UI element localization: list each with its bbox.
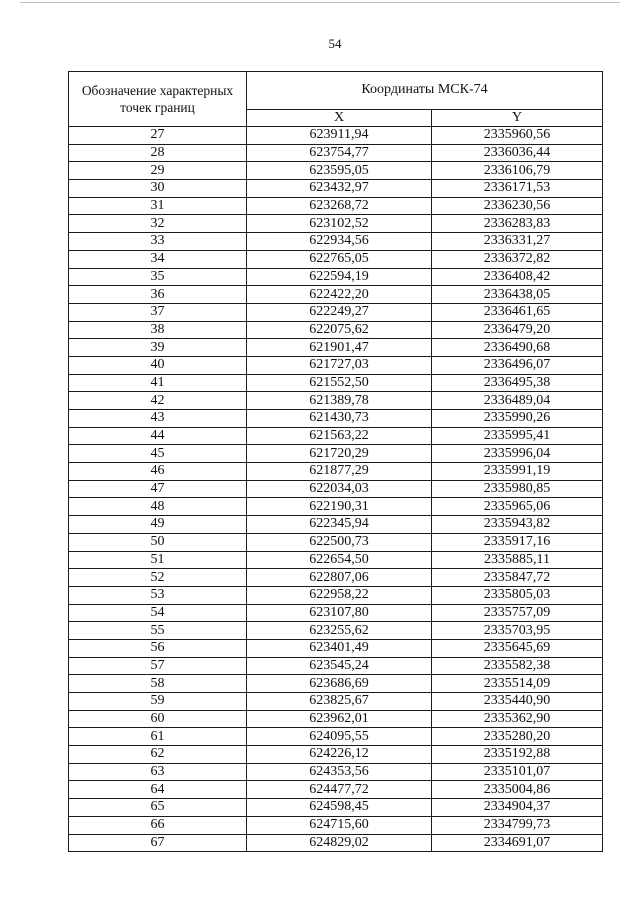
table-row bbox=[69, 197, 603, 215]
table-row bbox=[69, 127, 603, 145]
table-row bbox=[69, 427, 603, 445]
x-coordinate-cell: 623107,80 bbox=[247, 604, 432, 622]
y-coordinate-cell: 2336171,53 bbox=[432, 180, 603, 198]
y-coordinate-cell: 2336461,65 bbox=[432, 303, 603, 321]
point-cell: 48 bbox=[69, 498, 247, 516]
x-coordinate-cell: 622594,19 bbox=[247, 268, 432, 286]
y-coordinate-cell: 2335582,38 bbox=[432, 657, 603, 675]
table-row bbox=[69, 781, 603, 799]
table-row bbox=[69, 569, 603, 587]
table-row bbox=[69, 321, 603, 339]
table-body bbox=[69, 127, 603, 852]
point-cell: 33 bbox=[69, 233, 247, 251]
table-row bbox=[69, 268, 603, 286]
table-row bbox=[69, 233, 603, 251]
table-row bbox=[69, 445, 603, 463]
y-coordinate-cell: 2336408,42 bbox=[432, 268, 603, 286]
point-cell: 40 bbox=[69, 356, 247, 374]
top-border-line bbox=[20, 2, 620, 3]
x-coordinate-cell: 623962,01 bbox=[247, 710, 432, 728]
point-cell: 38 bbox=[69, 321, 247, 339]
table-row bbox=[69, 816, 603, 834]
x-coordinate-cell: 621727,03 bbox=[247, 356, 432, 374]
y-coordinate-cell: 2336230,56 bbox=[432, 197, 603, 215]
table-row bbox=[69, 410, 603, 428]
point-cell: 53 bbox=[69, 586, 247, 604]
x-coordinate-cell: 623595,05 bbox=[247, 162, 432, 180]
table-row bbox=[69, 374, 603, 392]
x-coordinate-cell: 621389,78 bbox=[247, 392, 432, 410]
x-coordinate-cell: 621901,47 bbox=[247, 339, 432, 357]
x-coordinate-cell: 622345,94 bbox=[247, 516, 432, 534]
table-row bbox=[69, 675, 603, 693]
table-header-row bbox=[69, 72, 603, 110]
y-coordinate-cell: 2335805,03 bbox=[432, 586, 603, 604]
point-cell: 61 bbox=[69, 728, 247, 746]
point-cell: 64 bbox=[69, 781, 247, 799]
point-cell: 52 bbox=[69, 569, 247, 587]
y-column-header: Y bbox=[432, 109, 603, 126]
point-cell: 54 bbox=[69, 604, 247, 622]
x-coordinate-cell: 622075,62 bbox=[247, 321, 432, 339]
point-cell: 57 bbox=[69, 657, 247, 675]
point-cell: 29 bbox=[69, 162, 247, 180]
x-coordinate-cell: 621430,73 bbox=[247, 410, 432, 428]
y-coordinate-cell: 2335917,16 bbox=[432, 533, 603, 551]
y-coordinate-cell: 2336106,79 bbox=[432, 162, 603, 180]
x-coordinate-cell: 623432,97 bbox=[247, 180, 432, 198]
y-coordinate-cell: 2336479,20 bbox=[432, 321, 603, 339]
point-cell: 63 bbox=[69, 763, 247, 781]
y-coordinate-cell: 2335645,69 bbox=[432, 639, 603, 657]
point-cell: 39 bbox=[69, 339, 247, 357]
point-cell: 32 bbox=[69, 215, 247, 233]
x-coordinate-cell: 622934,56 bbox=[247, 233, 432, 251]
table-row bbox=[69, 693, 603, 711]
table-row bbox=[69, 480, 603, 498]
page-number: 54 bbox=[328, 36, 342, 51]
x-coordinate-cell: 622034,03 bbox=[247, 480, 432, 498]
x-coordinate-cell: 623401,49 bbox=[247, 639, 432, 657]
y-coordinate-cell: 2335192,88 bbox=[432, 746, 603, 764]
y-coordinate-cell: 2336372,82 bbox=[432, 250, 603, 268]
x-coordinate-cell: 624226,12 bbox=[247, 746, 432, 764]
table-row bbox=[69, 746, 603, 764]
table-row bbox=[69, 834, 603, 852]
x-coordinate-cell: 624477,72 bbox=[247, 781, 432, 799]
point-cell: 62 bbox=[69, 746, 247, 764]
y-coordinate-cell: 2335280,20 bbox=[432, 728, 603, 746]
point-cell: 43 bbox=[69, 410, 247, 428]
y-coordinate-cell: 2335996,04 bbox=[432, 445, 603, 463]
point-cell: 31 bbox=[69, 197, 247, 215]
x-coordinate-cell: 623911,94 bbox=[247, 127, 432, 145]
point-cell: 51 bbox=[69, 551, 247, 569]
point-cell: 47 bbox=[69, 480, 247, 498]
point-cell: 56 bbox=[69, 639, 247, 657]
table-row bbox=[69, 356, 603, 374]
y-coordinate-cell: 2336490,68 bbox=[432, 339, 603, 357]
point-cell: 60 bbox=[69, 710, 247, 728]
y-coordinate-cell: 2335440,90 bbox=[432, 693, 603, 711]
y-coordinate-cell: 2335995,41 bbox=[432, 427, 603, 445]
point-cell: 27 bbox=[69, 127, 247, 145]
y-coordinate-cell: 2336438,05 bbox=[432, 286, 603, 304]
point-cell: 44 bbox=[69, 427, 247, 445]
x-coordinate-cell: 623754,77 bbox=[247, 144, 432, 162]
y-coordinate-cell: 2336489,04 bbox=[432, 392, 603, 410]
y-coordinate-cell: 2335757,09 bbox=[432, 604, 603, 622]
table-row bbox=[69, 516, 603, 534]
x-coordinate-cell: 622807,06 bbox=[247, 569, 432, 587]
y-coordinate-cell: 2336495,38 bbox=[432, 374, 603, 392]
point-cell: 35 bbox=[69, 268, 247, 286]
x-column-header: X bbox=[247, 109, 432, 126]
y-coordinate-cell: 2335885,11 bbox=[432, 551, 603, 569]
x-coordinate-cell: 623686,69 bbox=[247, 675, 432, 693]
point-cell: 45 bbox=[69, 445, 247, 463]
point-cell: 37 bbox=[69, 303, 247, 321]
y-coordinate-cell: 2335101,07 bbox=[432, 763, 603, 781]
x-coordinate-cell: 624353,56 bbox=[247, 763, 432, 781]
x-coordinate-cell: 622958,22 bbox=[247, 586, 432, 604]
x-coordinate-cell: 622422,20 bbox=[247, 286, 432, 304]
point-cell: 49 bbox=[69, 516, 247, 534]
point-cell: 66 bbox=[69, 816, 247, 834]
point-cell: 58 bbox=[69, 675, 247, 693]
point-cell: 36 bbox=[69, 286, 247, 304]
table-row bbox=[69, 162, 603, 180]
x-coordinate-cell: 624095,55 bbox=[247, 728, 432, 746]
y-coordinate-cell: 2334799,73 bbox=[432, 816, 603, 834]
x-coordinate-cell: 624829,02 bbox=[247, 834, 432, 852]
x-coordinate-cell: 622190,31 bbox=[247, 498, 432, 516]
point-cell: 34 bbox=[69, 250, 247, 268]
y-coordinate-cell: 2335514,09 bbox=[432, 675, 603, 693]
x-coordinate-cell: 624715,60 bbox=[247, 816, 432, 834]
table-row bbox=[69, 657, 603, 675]
table-row bbox=[69, 586, 603, 604]
table-row bbox=[69, 250, 603, 268]
point-cell: 28 bbox=[69, 144, 247, 162]
table-row bbox=[69, 533, 603, 551]
table-row bbox=[69, 286, 603, 304]
x-coordinate-cell: 622765,05 bbox=[247, 250, 432, 268]
x-coordinate-cell: 623102,52 bbox=[247, 215, 432, 233]
point-cell: 41 bbox=[69, 374, 247, 392]
point-cell: 55 bbox=[69, 622, 247, 640]
table-row bbox=[69, 604, 603, 622]
y-coordinate-cell: 2336331,27 bbox=[432, 233, 603, 251]
table-row bbox=[69, 180, 603, 198]
y-coordinate-cell: 2335362,90 bbox=[432, 710, 603, 728]
x-coordinate-cell: 623825,67 bbox=[247, 693, 432, 711]
x-coordinate-cell: 623255,62 bbox=[247, 622, 432, 640]
y-coordinate-cell: 2334904,37 bbox=[432, 799, 603, 817]
y-coordinate-cell: 2336036,44 bbox=[432, 144, 603, 162]
coordinates-table bbox=[68, 71, 603, 852]
y-coordinate-cell: 2335980,85 bbox=[432, 480, 603, 498]
x-coordinate-cell: 624598,45 bbox=[247, 799, 432, 817]
table-row bbox=[69, 763, 603, 781]
x-coordinate-cell: 621552,50 bbox=[247, 374, 432, 392]
point-cell: 59 bbox=[69, 693, 247, 711]
x-coordinate-cell: 621563,22 bbox=[247, 427, 432, 445]
table-row bbox=[69, 339, 603, 357]
y-coordinate-cell: 2336496,07 bbox=[432, 356, 603, 374]
coordinates-group-header: Координаты МСК-74 bbox=[247, 72, 603, 110]
point-cell: 65 bbox=[69, 799, 247, 817]
table-row bbox=[69, 551, 603, 569]
table-row bbox=[69, 710, 603, 728]
y-coordinate-cell: 2336283,83 bbox=[432, 215, 603, 233]
y-coordinate-cell: 2335703,95 bbox=[432, 622, 603, 640]
y-coordinate-cell: 2335004,86 bbox=[432, 781, 603, 799]
table-row bbox=[69, 799, 603, 817]
table-row bbox=[69, 144, 603, 162]
x-coordinate-cell: 621720,29 bbox=[247, 445, 432, 463]
point-cell: 30 bbox=[69, 180, 247, 198]
table-row bbox=[69, 622, 603, 640]
point-cell: 50 bbox=[69, 533, 247, 551]
y-coordinate-cell: 2334691,07 bbox=[432, 834, 603, 852]
y-coordinate-cell: 2335991,19 bbox=[432, 463, 603, 481]
point-column-header: Обозначение характерных точек границ bbox=[69, 72, 247, 127]
x-coordinate-cell: 622654,50 bbox=[247, 551, 432, 569]
y-coordinate-cell: 2335965,06 bbox=[432, 498, 603, 516]
table-row bbox=[69, 463, 603, 481]
x-coordinate-cell: 622249,27 bbox=[247, 303, 432, 321]
point-cell: 67 bbox=[69, 834, 247, 852]
table-row bbox=[69, 215, 603, 233]
table-row bbox=[69, 498, 603, 516]
x-coordinate-cell: 622500,73 bbox=[247, 533, 432, 551]
x-coordinate-cell: 623268,72 bbox=[247, 197, 432, 215]
table-row bbox=[69, 392, 603, 410]
table-row bbox=[69, 303, 603, 321]
table-row bbox=[69, 728, 603, 746]
y-coordinate-cell: 2335960,56 bbox=[432, 127, 603, 145]
y-coordinate-cell: 2335990,26 bbox=[432, 410, 603, 428]
point-cell: 46 bbox=[69, 463, 247, 481]
y-coordinate-cell: 2335943,82 bbox=[432, 516, 603, 534]
point-cell: 42 bbox=[69, 392, 247, 410]
x-coordinate-cell: 621877,29 bbox=[247, 463, 432, 481]
x-coordinate-cell: 623545,24 bbox=[247, 657, 432, 675]
table-row bbox=[69, 639, 603, 657]
y-coordinate-cell: 2335847,72 bbox=[432, 569, 603, 587]
